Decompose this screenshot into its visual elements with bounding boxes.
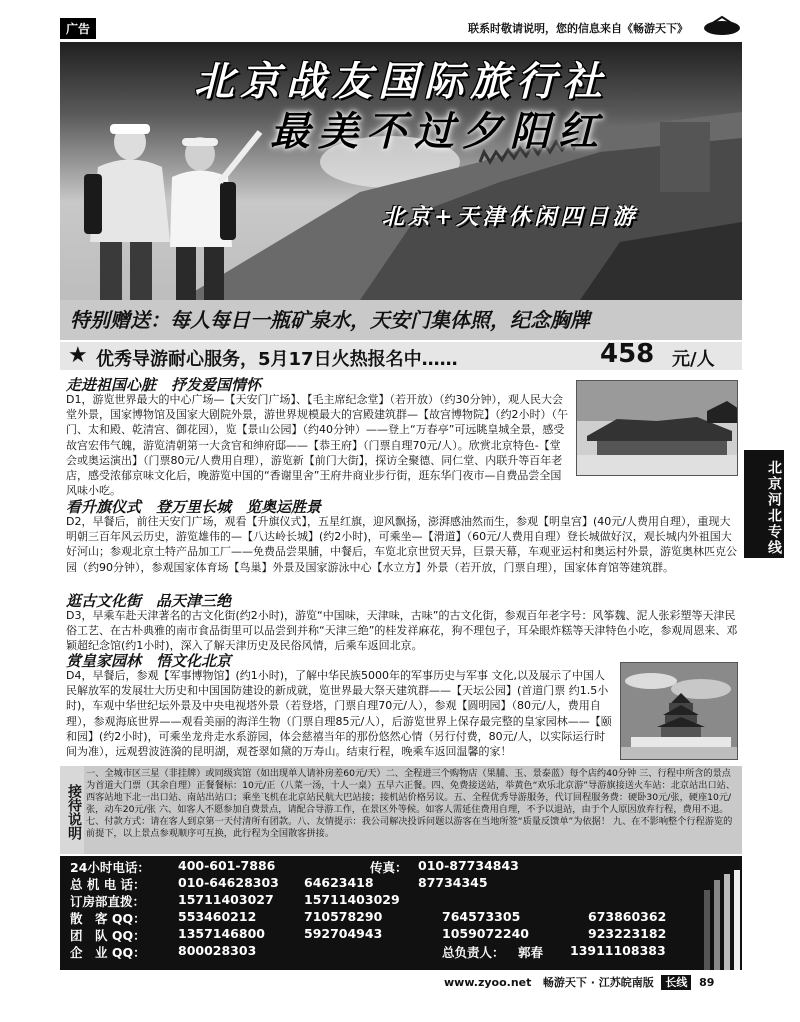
- section-title-d3: 逛古文化街 品天津三绝: [66, 592, 232, 610]
- promo-text: 优秀导游耐心服务，5月17日火热报名中……: [96, 349, 458, 370]
- individual-qq: 710578290: [304, 909, 383, 924]
- individual-qq: 553460212: [178, 909, 257, 924]
- individual-qq: 673860362: [588, 909, 667, 924]
- group-qq: 1357146800: [178, 926, 265, 941]
- day-3-text: D3，早乘车赴天津著名的古文化街(约2小时)，游览“中国味，天津味，古味”的古文化街，参观百年老字号：风筝魏、泥人张彩塑等天津民俗工艺、在古朴典雅的南市食品街里可以品尝到并称“天津三绝”的桂发祥麻花，狗不理包子，耳朵眼炸糕等天津特色小吃，参观周恩来、邓颖超纪念馆(约1小时)，深入了解天津历史及民俗风情，后乘车返回北京。: [66, 609, 738, 653]
- switchboard-label: 总 机 电 话：: [70, 877, 146, 892]
- ad-tag: 广告: [60, 18, 96, 39]
- day-2-text: D2，早餐后，前往天安门广场，观看【升旗仪式】，五星红旗，迎风飘扬，澎湃感油然而生，参观【明皇宫】(40元/人费用自理），重现大明朝三百年风云历史，游览雄伟的—【八达岭长城】(约2小时)，可乘坐—【滑道】（60元/人费用自理）登长城做好汉，观长城内外祖国大好河山；参观北京土特产品加工厂——免费品尝果脯，中餐后，车览北京世贸天异，巨景天幕，车观亚运村和奥运村外景，游览奥林匹克公园（约90分钟），参观国家体育场【鸟巢】外景及国家游泳中心【水立方】外景（若开放，门票自理），国家体育馆等建筑群。: [66, 515, 737, 574]
- fax-label: 传真：: [370, 860, 408, 875]
- decorative-stripes: [702, 870, 742, 970]
- source-note: 联系时敬请说明，您的信息来自《畅游天下》: [468, 22, 688, 35]
- website: www.zyoo.net: [444, 976, 532, 989]
- fax-number: 010-87734843: [418, 858, 519, 873]
- top-strip: [60, 14, 744, 40]
- reception-label: 接待说明: [60, 766, 84, 854]
- company-qq: 800028303: [178, 943, 257, 958]
- day-1-text: D1，游览世界最大的中心广场—【天安门广场】、【毛主席纪念堂】（若开放）（约30分钟），观人民大会堂外景，国家博物馆及国家大剧院外景，游世界规模最大的宫殿建筑群—【故宫博物院】（约2小时）（午门、太和殿、乾清宫、御花园），览【景山公园】（约40分钟）——登上“万春亭”可远眺皇城全景，感受故宫宏伟气魄，游览清朝第一大贪官和绅府邸——【恭王府】（门票自理70元/人）。欣赏北京特色-【堂会或奥运演出】（门票80元/人费用自理），游览新【前门大街】，探访全聚德、同仁堂、内联升等百年老店，感受浓郁京味文化后，晚游览中国的“香谢里舍”王府井商业步行街，逛东华门夜市—自费品尝全国风味小吃。: [66, 393, 568, 498]
- reception-notes: [60, 766, 742, 854]
- forbidden-city-image: [577, 381, 738, 476]
- group-qq: 592704943: [304, 926, 383, 941]
- temple-of-heaven-photo: [620, 662, 738, 760]
- contact-panel: [60, 856, 742, 970]
- group-qq: 1059072240: [442, 926, 529, 941]
- promo-line: [60, 339, 742, 370]
- booking-label: 订房部直拨：: [70, 894, 146, 909]
- section-title-d2: 看升旗仪式 登万里长城 览奥运胜景: [66, 498, 322, 516]
- manager-phone: 13911108383: [570, 943, 666, 958]
- group-qq: 923223182: [588, 926, 667, 941]
- company-qq-label: 企 业 QQ：: [70, 945, 146, 960]
- manager-name: 郭春: [518, 945, 544, 960]
- slogan: 最美不过夕阳红: [270, 108, 606, 155]
- category-tag: 长线: [661, 975, 691, 990]
- booking-number: 15711403029: [304, 892, 400, 907]
- switchboard-number: 64623418: [304, 875, 374, 890]
- day-4-text: D4，早餐后，参观【军事博物馆】(约1小时)，了解中华民族5000年的军事历史与军事 文化,以及展示了中国人民解放军的发展壮大历史和中国国防建设的新成就，览世界最大祭天建筑群——【天坛公园】(首道门票 约1.5小时)，车观中华世纪坛外景及中央电视塔外景（若登塔，门票自理70元/人），参观【圆明园】（80元/人，费用自理），参观海底世界——观看美丽的海洋生物（门票自理85元/人），后游览世界上保存最完整的皇家园林——【颐和园】(约2小时)，可乘坐龙舟走水系游园，体会慈禧当年的那份悠然心情（另行付费，80元/人，以实际运行时间为准），远观碧波涟漪的昆明湖，观苍翠如黛的万寿山。结束行程，晚乘车返回温馨的家！: [66, 669, 612, 759]
- price: 458: [600, 339, 655, 369]
- individual-qq: 764573305: [442, 909, 521, 924]
- reception-text: 一、全城市区三星（非挂牌）或同级宾馆（如出现单人请补房差60元/天）二、全程进三个购物店（果脯、玉、景泰蓝）每个店约40分钟 三、行程中所含的景点为首道大门票（其余自理）正餐餐标：10元/正（八菜一汤，十人一桌）五早六正餐。四、免费接送站，举黄色“欢乐北京游”导游旗接送火车站：北京站出口站、西客站地下北一出口站、南站出站口；乘坐飞机在北京站民航大巴站接；接机站价格另议。五、全程优秀导游服务，代订回程服务费：硬卧30元/张，硬座10元/张，动车20元/张 六、如客人不愿参加自费景点，请配合导游工作，在景区外等候。如客人需延住费用自理，不予以退站，由于个人原因放弃行程，费用不退。七、付款方式：请在客人到京第一天付清所有团款。八、友情提示：我公司解决投诉问题以游客在当地所签“质量反馈单”为依据！ 九、在不影响整个行程游览的前提下，以上景点参观顺序可互换，此行程为全国散客拼接。: [86, 768, 736, 839]
- booking-number: 15711403027: [178, 892, 274, 907]
- forbidden-city-photo: [576, 380, 738, 476]
- publication-name: 畅游天下 · 江苏皖南版: [542, 976, 654, 989]
- switchboard-number: 87734345: [418, 875, 488, 890]
- section-title-d4: 赏皇家园林 悟文化北京: [66, 652, 232, 670]
- group-qq-label: 团 队 QQ：: [70, 928, 146, 943]
- hotline-label: 24小时电话：: [70, 860, 150, 875]
- agency-name: 北京战友国际旅行社: [194, 58, 608, 105]
- manager-label: 总负责人：: [442, 945, 505, 960]
- route-title: 北京+天津休闲四日游: [382, 204, 639, 230]
- magazine-logo-icon: [700, 14, 744, 38]
- route-category-tab: 北京河北专线: [744, 450, 784, 558]
- individual-qq-label: 散 客 QQ：: [70, 911, 146, 926]
- gift-text: 特别赠送：每人每日一瓶矿泉水，天安门集体照，纪念胸牌: [70, 308, 590, 332]
- hero-banner: [60, 42, 742, 300]
- page-number: 89: [699, 976, 715, 989]
- page-footer: [444, 974, 714, 990]
- switchboard-number: 010-64628303: [178, 875, 279, 890]
- price-unit: 元/人: [672, 349, 715, 370]
- gift-bar: [60, 300, 742, 340]
- section-title-d1: 走进祖国心脏 抒发爱国情怀: [66, 376, 262, 394]
- star-icon: ★: [68, 343, 88, 368]
- temple-of-heaven-image: [621, 663, 738, 760]
- hotline-number: 400-601-7886: [178, 858, 276, 873]
